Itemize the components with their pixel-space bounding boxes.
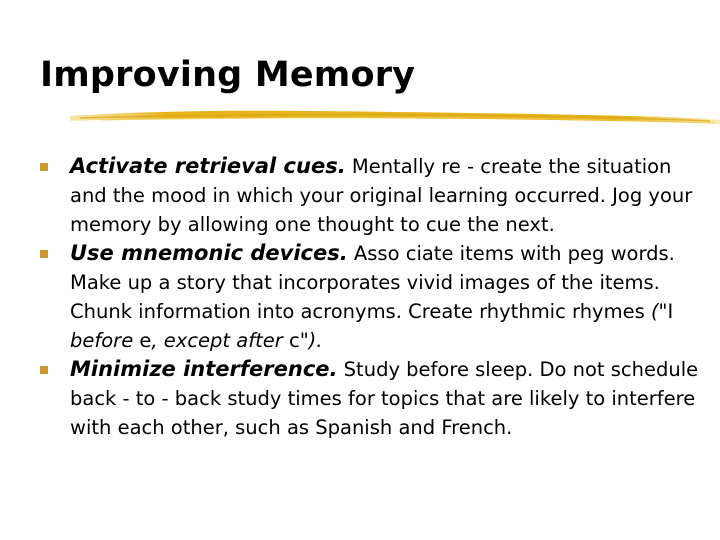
slide-title: Improving Memory <box>40 55 416 95</box>
rhyme-letter-c: c <box>288 329 300 352</box>
rhyme-open: (" <box>650 300 668 323</box>
rhyme-except: , except after <box>151 329 289 352</box>
bullet-text: Asso ciate items with peg words. Make up a story that incorporates vivid images of the items. Chunk information into acronyms. Create rhythmic rhymes <box>70 242 675 323</box>
bullet-heading: Activate retrieval cues. <box>70 154 346 178</box>
rhyme-close: "). <box>299 329 323 352</box>
bullet-square-icon <box>40 366 48 374</box>
rhyme-letter-e: e <box>139 329 152 352</box>
bullet-text: Study before sleep. Do not schedule back - to - back study times for topics that are likely to interfere with each other, such as Spanish and French. <box>70 358 699 439</box>
bullet-heading: Use mnemonic devices. <box>70 241 348 265</box>
bullet-item <box>40 239 700 355</box>
rhyme-before: before <box>70 329 140 352</box>
bullet-square-icon <box>40 163 48 171</box>
bullet-heading: Minimize interference. <box>70 357 338 381</box>
bullet-item <box>40 355 700 442</box>
bullet-list <box>40 152 700 442</box>
rhyme-letter-i: I <box>667 300 674 323</box>
bullet-text: Mentally re - create the situation and the mood in which your original learning occurred. Jog your memory by allowing one thought to cue the next. <box>70 155 693 236</box>
title-underline-decoration <box>70 104 720 134</box>
bullet-square-icon <box>40 250 48 258</box>
bullet-item <box>40 152 700 239</box>
